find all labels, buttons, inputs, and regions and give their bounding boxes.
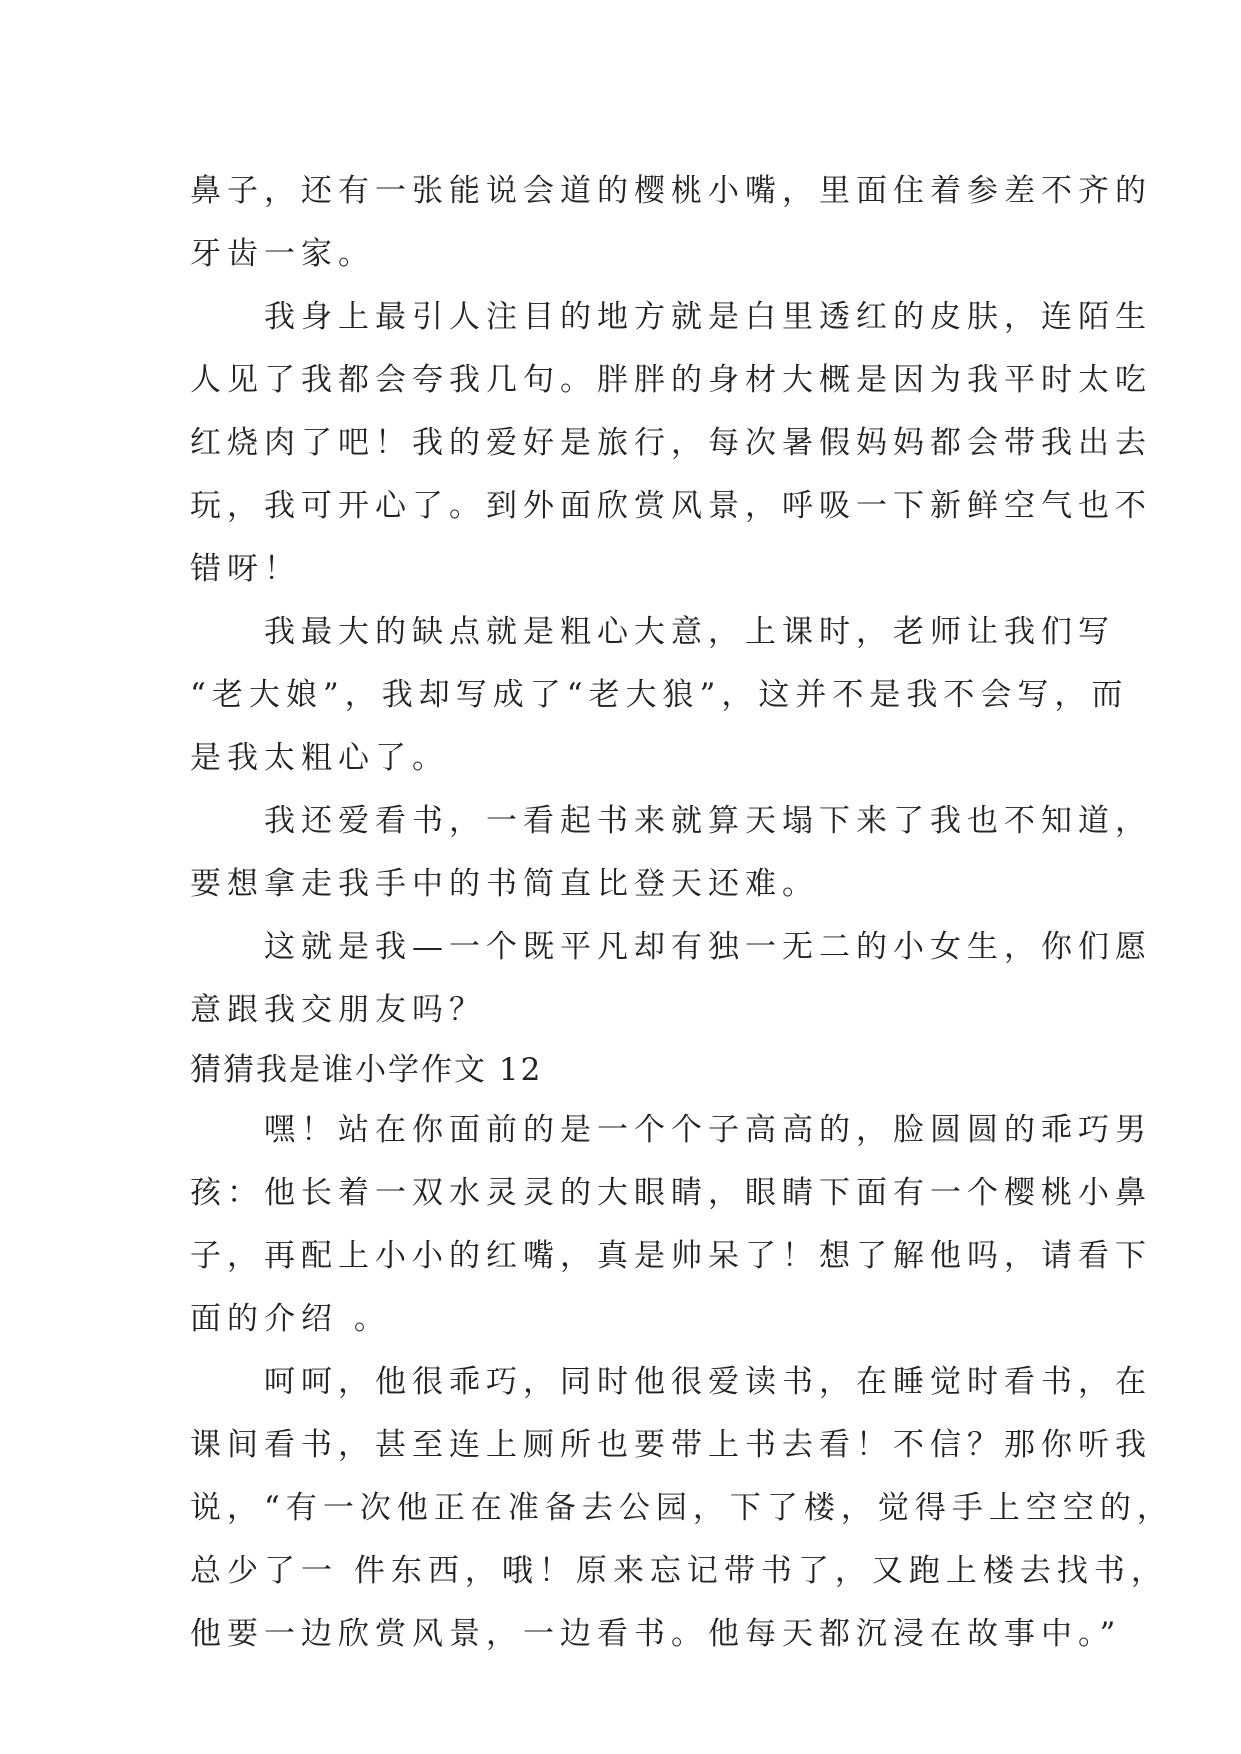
text-line: 孩：他长着一双水灵灵的大眼睛，眼睛下面有一个樱桃小鼻 — [190, 1175, 1152, 1211]
text-line: 课间看书，甚至连上厕所也要带上书去看！不信？那你听我 — [190, 1427, 1152, 1463]
text-line: 这就是我—一个既平凡却有独一无二的小女生，你们愿 — [190, 929, 1152, 965]
text-line: 错呀！ — [190, 551, 301, 587]
text-line: 说，“有一次他正在准备去公园，下了楼，觉得手上空空的， — [190, 1490, 1174, 1526]
text-line: 面的介绍 。 — [190, 1301, 391, 1337]
text-line: 要想拿走我手中的书简直比登天还难。 — [190, 866, 819, 902]
text-line: 呵呵，他很乖巧，同时他很爱读书，在睡觉时看书，在 — [190, 1364, 1152, 1400]
text-line: 人见了我都会夸我几句。胖胖的身材大概是因为我平时太吃 — [190, 362, 1152, 398]
text-line: 意跟我交朋友吗？ — [190, 992, 486, 1028]
text-line: 子，再配上小小的红嘴，真是帅呆了！想了解他吗，请看下 — [190, 1238, 1152, 1274]
text-line: 是我太粗心了。 — [190, 740, 449, 776]
document-body — [190, 160, 1174, 1666]
text-line: 我还爱看书，一看起书来就算天塌下来了我也不知道， — [190, 803, 1152, 839]
text-line: 我最大的缺点就是粗心大意，上课时，老师让我们写 — [190, 614, 1115, 650]
text-line: 鼻子，还有一张能说会道的樱桃小嘴，里面住着参差不齐的 — [190, 173, 1152, 209]
text-line: 牙齿一家。 — [190, 236, 375, 272]
text-line: 玩，我可开心了。到外面欣赏风景，呼吸一下新鲜空气也不 — [190, 488, 1152, 524]
text-line: 他要一边欣赏风景，一边看书。他每天都沉浸在故事中。” — [190, 1616, 1122, 1652]
text-line: “老大娘”，我却写成了“老大狼”，这并不是我不会写，而 — [190, 677, 1129, 713]
text-line: 红烧肉了吧！我的爱好是旅行，每次暑假妈妈都会带我出去 — [190, 425, 1152, 461]
text-line: 总少了一 件东西，哦！原来忘记带书了，又跑上楼去找书， — [190, 1553, 1168, 1589]
text-line: 我身上最引人注目的地方就是白里透红的皮肤，连陌生 — [190, 299, 1152, 335]
text-line: 嘿！站在你面前的是一个个子高高的，脸圆圆的乖巧男 — [190, 1112, 1152, 1148]
section-title: 猜猜我是谁小学作文 12 — [190, 1052, 543, 1088]
